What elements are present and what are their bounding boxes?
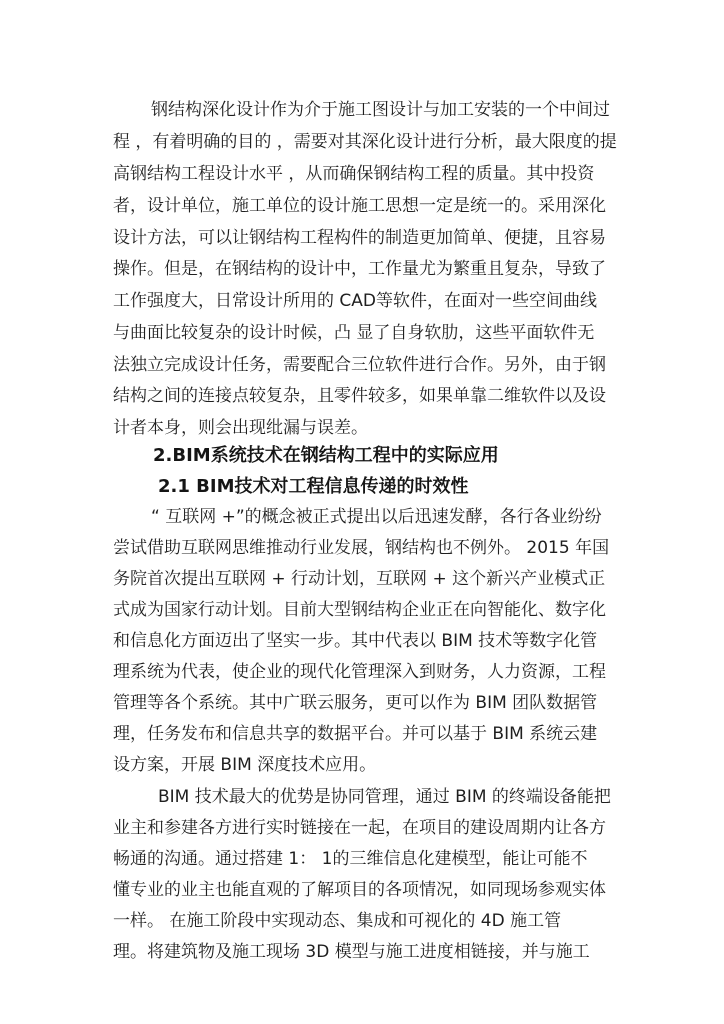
paragraph-1-line: 者，设计单位，施工单位的设计施工思想一定是统一的。采用深化 bbox=[113, 196, 606, 216]
paragraph-2-line: 尝试借助互联网思维推动行业发展，钢结构也不例外。 2015 年国 bbox=[113, 538, 610, 558]
paragraph-1-line: 结构之间的连接点较复杂，且零件较多，如果单靠二维软件以及设 bbox=[113, 386, 606, 406]
paragraph-2-line: 和信息化方面迈出了坚实一步。其中代表以 BIM 技术等数字化管 bbox=[113, 631, 598, 651]
paragraph-2-line: 理系统为代表，使企业的现代化管理深入到财务，人力资源，工程 bbox=[113, 662, 606, 682]
paragraph-1-line: 法独立完成设计任务，需要配合三位软件进行合作。另外，由于钢 bbox=[113, 355, 606, 375]
paragraph-3-line: 一样。 在施工阶段中实现动态、集成和可视化的 4D 施工管 bbox=[113, 911, 562, 931]
paragraph-3-line: 理。将建筑物及施工现场 3D 模型与施工进度相链接，并与施工 bbox=[113, 942, 590, 962]
paragraph-2-line: 式成为国家行动计划。目前大型钢结构企业正在向智能化、数字化 bbox=[113, 600, 606, 620]
paragraph-3-line: 畅通的沟通。通过搭建 1： 1的三维信息化建模型，能让可能不 bbox=[113, 849, 588, 869]
subsection-heading: 2.1 BIM技术对工程信息传递的时效性 bbox=[158, 476, 469, 497]
paragraph-1-line: 操作。但是，在钢结构的设计中，工作量尤为繁重且复杂，导致了 bbox=[113, 259, 606, 279]
paragraph-1-line: 与曲面比较复杂的设计时候，凸 显了自身软肋，这些平面软件无 bbox=[113, 323, 595, 343]
paragraph-2-line: 务院首次提出互联网 + 行动计划，互联网 + 这个新兴产业模式正 bbox=[113, 569, 606, 589]
paragraph-2-line: 理，任务发布和信息共享的数据平台。并可以基于 BIM 系统云建 bbox=[113, 724, 598, 744]
paragraph-2-line: 设方案，开展 BIM 深度技术应用。 bbox=[113, 755, 377, 775]
paragraph-1-line: 设计方法，可以让钢结构工程构件的制造更加简单、便捷，且容易 bbox=[113, 228, 606, 248]
paragraph-2-line: “ 互联网 +”的概念被正式提出以后迅速发酵，各行各业纷纷 bbox=[151, 507, 602, 527]
section-heading: 2.BIM系统技术在钢结构工程中的实际应用 bbox=[153, 445, 499, 466]
paragraph-1-line: 工作强度大，日常设计所用的 CAD等软件，在面对一些空间曲线 bbox=[113, 291, 597, 311]
paragraph-1-line: 钢结构深化设计作为介于施工图设计与加工安装的一个中间过 bbox=[151, 100, 610, 120]
paragraph-2-line: 管理等各个系统。其中广联云服务，更可以作为 BIM 团队数据管 bbox=[113, 693, 598, 713]
paragraph-3-line: 业主和参建各方进行实时链接在一起，在项目的建设周期内让各方 bbox=[113, 818, 606, 838]
paragraph-1-line: 计者本身，则会出现纰漏与误差。 bbox=[113, 418, 368, 438]
paragraph-3-line: BIM 技术最大的优势是协同管理，通过 BIM 的终端设备能把 bbox=[158, 787, 611, 807]
paragraph-3-line: 懂专业的业主也能直观的了解项目的各项情况，如同现场参观实体 bbox=[113, 880, 606, 900]
paragraph-1-line: 高钢结构工程设计水平 ，从而确保钢结构工程的质量。其中投资 bbox=[113, 164, 595, 184]
paragraph-1-line: 程 ，有着明确的目的 ，需要对其深化设计进行分析，最大限度的提 bbox=[113, 132, 617, 152]
